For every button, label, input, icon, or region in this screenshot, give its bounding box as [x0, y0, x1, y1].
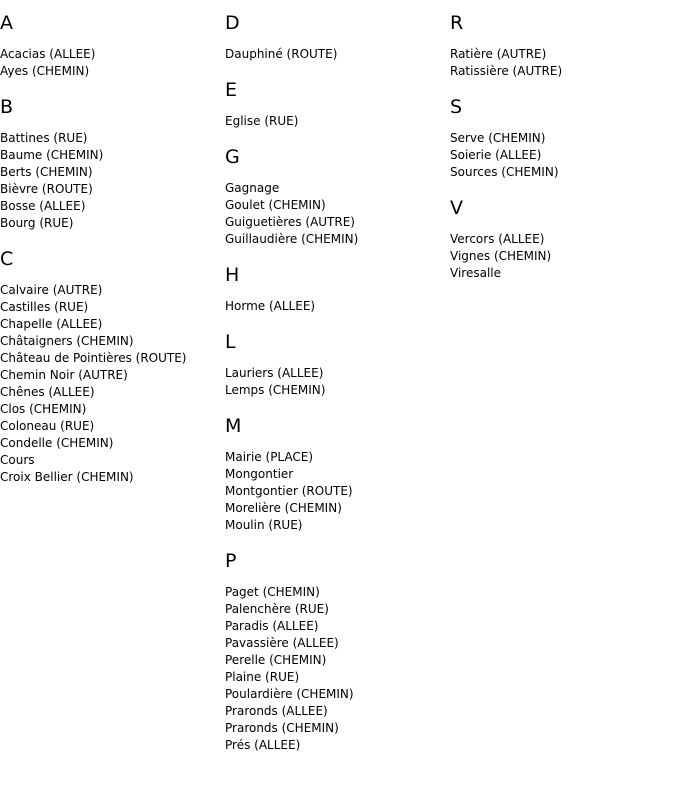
street-item: Château de Pointières (ROUTE)	[0, 351, 187, 365]
street-item: Châtaigners (CHEMIN)	[0, 334, 134, 348]
letter-group-d	[225, 12, 445, 63]
street-list	[0, 130, 220, 232]
street-item: Viresalle	[450, 266, 501, 280]
street-item: Soierie (ALLEE)	[450, 148, 542, 162]
letter-group-r	[450, 12, 670, 80]
street-item: Horme (ALLEE)	[225, 299, 316, 313]
street-list	[450, 231, 670, 282]
street-item: Berts (CHEMIN)	[0, 165, 93, 179]
street-list	[225, 46, 445, 63]
letter-heading: D	[225, 12, 240, 34]
street-list	[225, 298, 445, 315]
street-item: Poulardière (CHEMIN)	[225, 687, 354, 701]
street-item: Lauriers (ALLEE)	[225, 366, 324, 380]
letter-heading: E	[225, 79, 238, 101]
street-item: Condelle (CHEMIN)	[0, 436, 114, 450]
street-item: Battines (RUE)	[0, 131, 88, 145]
street-item: Pavassière (ALLEE)	[225, 636, 339, 650]
street-list	[225, 584, 445, 754]
street-item: Plaine (RUE)	[225, 670, 300, 684]
street-list	[0, 282, 220, 486]
letter-group-e	[225, 79, 445, 130]
street-item: Castilles (RUE)	[0, 300, 89, 314]
street-item: Guiguetières (AUTRE)	[225, 215, 355, 229]
letter-heading: A	[0, 12, 13, 34]
street-list	[225, 365, 445, 399]
street-item: Prés (ALLEE)	[225, 738, 301, 752]
letter-group-h	[225, 264, 445, 315]
letter-group-b	[0, 96, 220, 232]
street-list	[450, 46, 670, 80]
street-item: Ratissière (AUTRE)	[450, 64, 563, 78]
letter-group-m	[225, 415, 445, 534]
street-item: Eglise (RUE)	[225, 114, 299, 128]
street-item: Gagnage	[225, 181, 280, 195]
street-item: Palenchère (RUE)	[225, 602, 329, 616]
street-item: Vercors (ALLEE)	[450, 232, 545, 246]
street-list	[225, 449, 445, 534]
street-item: Moulin (RUE)	[225, 518, 303, 532]
letter-heading: G	[225, 146, 240, 168]
street-item: Paget (CHEMIN)	[225, 585, 320, 599]
street-item: Chapelle (ALLEE)	[0, 317, 103, 331]
street-item: Coloneau (RUE)	[0, 419, 95, 433]
street-list	[450, 130, 670, 181]
street-item: Perelle (CHEMIN)	[225, 653, 327, 667]
street-item: Praronds (ALLEE)	[225, 704, 328, 718]
letter-heading: C	[0, 248, 14, 270]
street-list	[225, 180, 445, 248]
street-item: Chênes (ALLEE)	[0, 385, 95, 399]
index-column-3	[450, 12, 670, 298]
street-item: Ratière (AUTRE)	[450, 47, 547, 61]
street-item: Goulet (CHEMIN)	[225, 198, 326, 212]
letter-heading: V	[450, 197, 463, 219]
street-list	[225, 113, 445, 130]
street-item: Mongontier	[225, 467, 294, 481]
letter-group-s	[450, 96, 670, 181]
street-list	[0, 46, 220, 80]
street-item: Ayes (CHEMIN)	[0, 64, 90, 78]
street-item: Sources (CHEMIN)	[450, 165, 559, 179]
index-column-2	[225, 12, 445, 770]
street-item: Morelière (CHEMIN)	[225, 501, 342, 515]
letter-heading: S	[450, 96, 463, 118]
street-item: Lemps (CHEMIN)	[225, 383, 326, 397]
letter-heading: H	[225, 264, 240, 286]
street-item: Calvaire (AUTRE)	[0, 283, 103, 297]
letter-group-c	[0, 248, 220, 486]
street-item: Bourg (RUE)	[0, 216, 74, 230]
street-item: Guillaudière (CHEMIN)	[225, 232, 359, 246]
street-item: Bosse (ALLEE)	[0, 199, 86, 213]
street-item: Bièvre (ROUTE)	[0, 182, 93, 196]
street-item: Acacias (ALLEE)	[0, 47, 96, 61]
street-item: Praronds (CHEMIN)	[225, 721, 339, 735]
letter-heading: L	[225, 331, 236, 353]
street-item: Serve (CHEMIN)	[450, 131, 546, 145]
letter-group-a	[0, 12, 220, 80]
index-column-1	[0, 12, 220, 502]
letter-group-g	[225, 146, 445, 248]
street-item: Clos (CHEMIN)	[0, 402, 87, 416]
letter-group-p	[225, 550, 445, 754]
street-item: Croix Bellier (CHEMIN)	[0, 470, 134, 484]
letter-heading: P	[225, 550, 237, 572]
letter-group-v	[450, 197, 670, 282]
street-item: Dauphiné (ROUTE)	[225, 47, 338, 61]
street-item: Mairie (PLACE)	[225, 450, 314, 464]
letter-heading: R	[450, 12, 464, 34]
letter-heading: B	[0, 96, 14, 118]
street-item: Paradis (ALLEE)	[225, 619, 319, 633]
street-item: Cours	[0, 453, 35, 467]
street-item: Baume (CHEMIN)	[0, 148, 104, 162]
street-item: Montgontier (ROUTE)	[225, 484, 353, 498]
letter-group-l	[225, 331, 445, 399]
street-item: Chemin Noir (AUTRE)	[0, 368, 128, 382]
street-item: Vignes (CHEMIN)	[450, 249, 552, 263]
letter-heading: M	[225, 415, 242, 437]
